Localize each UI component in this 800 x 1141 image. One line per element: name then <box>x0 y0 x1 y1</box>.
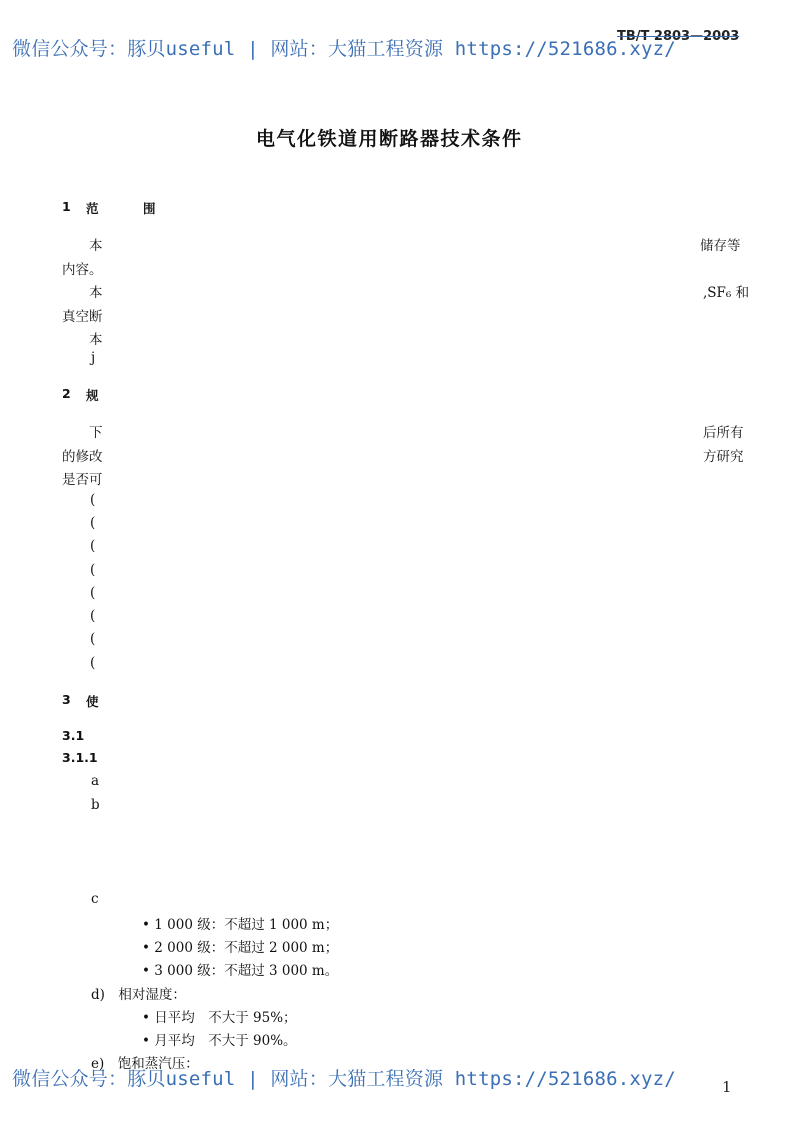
document-title: 电气化铁道用断路器技术条件 <box>256 128 523 150</box>
section-2-number: 2 <box>62 386 71 401</box>
para-3-start: 本 <box>89 332 103 348</box>
standard-code: TB/T 2803—2003 <box>617 29 740 44</box>
para-2-start: 本 <box>89 285 103 301</box>
section-1-number: 1 <box>62 199 71 214</box>
para-2-end: ,SF₆ 和 <box>703 285 750 301</box>
humidity-label: d) 相对湿度： <box>91 987 186 1003</box>
para-4-start: j <box>91 350 96 366</box>
para-1-line2: 内容。 <box>62 262 103 278</box>
ref-item-8: ( <box>90 655 96 671</box>
vapor-pressure-label: e) 饱和蒸汽压： <box>91 1056 199 1072</box>
item-a: a <box>91 773 100 789</box>
altitude-item-1000: • 1 000 级：不超过 1 000 m； <box>142 917 339 933</box>
altitude-item-2000: • 2 000 级：不超过 2 000 m； <box>142 940 339 956</box>
section-3-1-number: 3.1 <box>62 728 85 743</box>
para-5-line2: 的修改 <box>62 449 103 465</box>
para-1-end: 储存等 <box>700 238 741 254</box>
section-3-title: 使 <box>86 694 99 709</box>
humidity-daily: • 日平均 不大于 95%； <box>142 1010 297 1026</box>
altitude-item-3000: • 3 000 级：不超过 3 000 m。 <box>142 963 339 979</box>
item-c: c <box>91 891 99 907</box>
ref-item-5: ( <box>90 585 96 601</box>
section-3-1-1-number: 3.1.1 <box>62 750 98 765</box>
section-3-number: 3 <box>62 692 71 707</box>
para-2-line2: 真空断 <box>62 309 103 325</box>
watermark-top: 微信公众号：豚贝useful | 网站：大猫工程资源 https://521686.xyz/ <box>12 38 676 60</box>
item-b: b <box>91 797 100 813</box>
para-5-start: 下 <box>89 425 103 441</box>
ref-item-3: ( <box>90 538 96 554</box>
ref-item-7: ( <box>90 631 96 647</box>
para-5-line2-end: 方研究 <box>703 449 744 465</box>
section-1-title: 范 围 <box>86 201 172 216</box>
ref-item-2: ( <box>90 515 96 531</box>
ref-item-1: ( <box>90 492 96 508</box>
para-5-line3: 是否可 <box>62 472 103 488</box>
ref-item-4: ( <box>90 562 96 578</box>
page-number: 1 <box>722 1078 732 1096</box>
section-2-title: 规 <box>86 388 99 403</box>
para-1-start: 本 <box>89 238 103 254</box>
humidity-monthly: • 月平均 不大于 90%。 <box>142 1033 297 1049</box>
watermark-bottom: 微信公众号：豚贝useful | 网站：大猫工程资源 https://521686.xyz/ <box>12 1068 676 1090</box>
ref-item-6: ( <box>90 608 96 624</box>
para-5-end: 后所有 <box>703 425 744 441</box>
